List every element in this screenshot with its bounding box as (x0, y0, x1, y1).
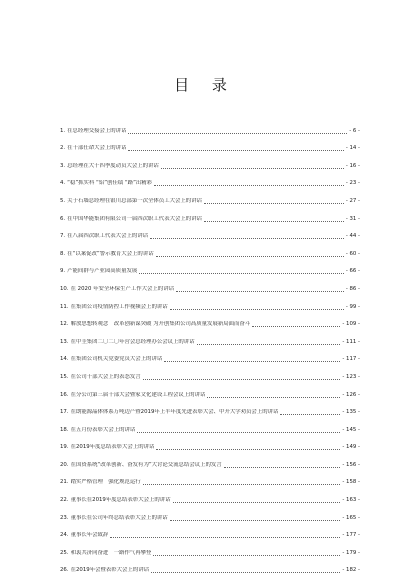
toc-entry-number: 3. (60, 162, 66, 169)
toc-dot-leader (224, 466, 341, 468)
toc-page-number: - 111 - (342, 338, 360, 345)
toc-entry-number: 25. (60, 549, 69, 556)
toc-dot-leader (207, 396, 340, 398)
toc-entry-number: 14. (60, 356, 69, 363)
toc-dot-leader (204, 220, 344, 222)
toc-page-number: - 14 - (345, 145, 360, 152)
toc-entry[interactable] (60, 275, 360, 293)
toc-entry-title: 董事长年会致辞 (70, 532, 109, 539)
toc-entry-title: 在公司干部大会上的表态发言 (70, 373, 141, 380)
toc-entry-number: 15. (60, 373, 69, 380)
toc-dot-leader (110, 536, 340, 538)
toc-dot-leader (143, 483, 341, 485)
toc-entry-title: 在中国华能集团有限公司一届四次职工代表大会上的讲话 (67, 215, 202, 222)
toc-entry-title: 在集团公司疫情防控工作视频会上的讲话 (70, 303, 168, 310)
toc-entry[interactable] (60, 170, 360, 188)
toc-entry[interactable] (60, 539, 360, 557)
toc-entry-title: 和衷共济同奋进 一路作气再攀登 (70, 549, 152, 556)
toc-page-number: - 27 - (345, 197, 360, 204)
toc-page-number: - 179 - (342, 549, 360, 556)
toc-dot-leader (154, 184, 344, 186)
toc-entry-title: 在中圭集团二〇二〇年营会总经理办公会议上的讲话 (70, 338, 195, 345)
toc-entry[interactable] (60, 451, 360, 469)
toc-page-number: - 86 - (345, 285, 360, 292)
toc-page-number: - 23 - (345, 180, 360, 187)
toc-entry-title: 踏实严格管理 强化规范运行 (70, 479, 141, 486)
toc-dot-leader (139, 272, 344, 274)
toc-entry-number: 26. (60, 567, 69, 574)
toc-page-number: - 66 - (345, 268, 360, 275)
toc-dot-leader (170, 308, 344, 310)
toc-entry-title: 在五月份表彰大会上的讲话 (70, 426, 136, 433)
toc-entry[interactable] (60, 363, 360, 381)
toc-page-number: - 149 - (342, 444, 360, 451)
toc-page-number: - 126 - (342, 391, 360, 398)
toc-dot-leader (150, 237, 344, 239)
toc-entry-title: 在总经理交接会上的讲话 (67, 127, 127, 134)
toc-entry-number: 6. (60, 215, 66, 222)
toc-entry-number: 1. (60, 127, 66, 134)
toc-entry-title: “稳”抓实科 “铝”创佳绩 “路”出精彩 (67, 180, 153, 187)
toc-dot-leader (280, 413, 340, 415)
toc-dot-leader (153, 554, 340, 556)
toc-dot-leader (197, 343, 341, 345)
toc-entry[interactable] (60, 346, 360, 364)
toc-page-number: - 135 - (342, 409, 360, 416)
toc-entry[interactable] (60, 504, 360, 522)
toc-dot-leader (156, 255, 344, 257)
toc-page-number: - 177 - (342, 532, 360, 539)
toc-dot-leader (151, 571, 340, 573)
toc-entry[interactable] (60, 416, 360, 434)
toc-entry-title: 在2019年会暨表彰大会上的讲话 (70, 567, 149, 574)
toc-entry[interactable] (60, 557, 360, 575)
toc-entry[interactable] (60, 399, 360, 417)
toc-entry-number: 8. (60, 250, 66, 257)
toc-entry-title: 解放思想转观念 改革创新谋突破 为开创集团公司高质量发展新局面而奋斗 (70, 321, 251, 328)
toc-entry-number: 19. (60, 444, 69, 451)
toc-page-number: - 44 - (345, 233, 360, 240)
toc-entry-number: 9. (60, 268, 66, 275)
toc-entry-title: 在朗能源晶体体系万吨边产暨2019年上半年度先进表彰大会、中开大学劝员会上的讲话 (70, 409, 279, 416)
toc-entry-title: 在干部任命大会上的讲话 (67, 145, 127, 152)
toc-entry[interactable] (60, 240, 360, 258)
toc-dot-leader (252, 325, 340, 327)
toc-entry-number: 21. (60, 479, 69, 486)
toc-entry-number: 2. (60, 145, 66, 152)
toc-entry-title: 在2019年度总结表彰大会上的讲话 (70, 444, 155, 451)
toc-entry[interactable] (60, 187, 360, 205)
toc-entry-number: 5. (60, 197, 66, 204)
toc-page-number: - 163 - (342, 497, 360, 504)
toc-entry[interactable] (60, 469, 360, 487)
toc-entry-number: 10. (60, 285, 69, 292)
toc-entry-number: 20. (60, 461, 69, 468)
toc-entry-number: 23. (60, 514, 69, 521)
toc-dot-leader (156, 448, 340, 450)
toc-entry[interactable] (60, 381, 360, 399)
toc-entry[interactable] (60, 293, 360, 311)
toc-entry-number: 18. (60, 426, 69, 433)
toc-dot-leader (204, 202, 344, 204)
toc-page-number: - 145 - (342, 426, 360, 433)
toc-page-number: - 182 - (342, 567, 360, 574)
toc-page-number: - 117 - (342, 356, 360, 363)
toc-dot-leader (137, 431, 340, 433)
toc-dot-leader (128, 149, 343, 151)
toc-entry-number: 4. (60, 180, 66, 187)
toc-page-number: - 31 - (345, 215, 360, 222)
toc-entry-title: 在国资系统“改革创新、奋发有为”大讨论交流总结会议上的发言 (70, 461, 222, 468)
toc-entry-number: 7. (60, 233, 66, 240)
toc-page-number: - 16 - (345, 162, 360, 169)
toc-entry-title: 在 2020 年安全环保生产工作大会上的讲话 (70, 285, 174, 292)
toc-dot-leader (173, 501, 341, 503)
toc-entry-title: 总经理在大干四季度动员大会上的讲话 (67, 162, 159, 169)
toc-entry-title: 在八届四次职工代表大会上的讲话 (67, 233, 149, 240)
toc-entry[interactable] (60, 328, 360, 346)
toc-dot-leader (143, 378, 341, 380)
table-of-contents (60, 117, 360, 574)
toc-page-number: - 165 - (342, 514, 360, 521)
toc-entry[interactable] (60, 152, 360, 170)
toc-page-number: - 109 - (342, 321, 360, 328)
toc-entry-title: 在集团公司机关党委党员大会上的讲话 (70, 356, 163, 363)
toc-entry-number: 17. (60, 409, 69, 416)
toc-entry-title: 在“以案促改”警示教育大会上的讲话 (67, 250, 154, 257)
toc-dot-leader (176, 290, 344, 292)
toc-entry[interactable] (60, 258, 360, 276)
toc-dot-leader (164, 360, 340, 362)
toc-page-number: - 158 - (342, 479, 360, 486)
toc-entry-number: 13. (60, 338, 69, 345)
toc-entry-title: 在分公司第三届干部大会暨家文化建设工程会议上的讲话 (70, 391, 206, 398)
toc-entry-number: 12. (60, 321, 69, 328)
toc-entry[interactable] (60, 117, 360, 135)
toc-entry-number: 16. (60, 391, 69, 398)
toc-entry-title: 董事长在公司年终总结表彰大会上的讲话 (70, 514, 168, 521)
toc-entry-title: 关于石墙总经理在银川总部第一次全体员工大会上的讲话 (67, 197, 202, 204)
toc-entry-number: 22. (60, 497, 69, 504)
toc-entry[interactable] (60, 205, 360, 223)
toc-page-number: - 99 - (345, 303, 360, 310)
toc-entry-number: 24. (60, 532, 69, 539)
page-title: 目 录 (174, 76, 236, 94)
toc-entry[interactable] (60, 311, 360, 329)
toc-entry[interactable] (60, 434, 360, 452)
toc-entry[interactable] (60, 223, 360, 241)
toc-entry[interactable] (60, 522, 360, 540)
toc-page-number: - 156 - (342, 461, 360, 468)
toc-dot-leader (128, 132, 347, 134)
toc-page-number: - 60 - (345, 250, 360, 257)
toc-dot-leader (161, 167, 344, 169)
toc-page-number: - 6 - (349, 127, 360, 134)
toc-page-number: - 123 - (342, 373, 360, 380)
toc-entry[interactable] (60, 486, 360, 504)
toc-entry-title: 董事长在2019年度总结表彰大会上的讲话 (70, 497, 171, 504)
toc-entry-number: 11. (60, 303, 69, 310)
toc-entry-title: 产能间群与产业园高质量发展 (67, 268, 138, 275)
toc-entry[interactable] (60, 135, 360, 153)
toc-dot-leader (170, 519, 341, 521)
